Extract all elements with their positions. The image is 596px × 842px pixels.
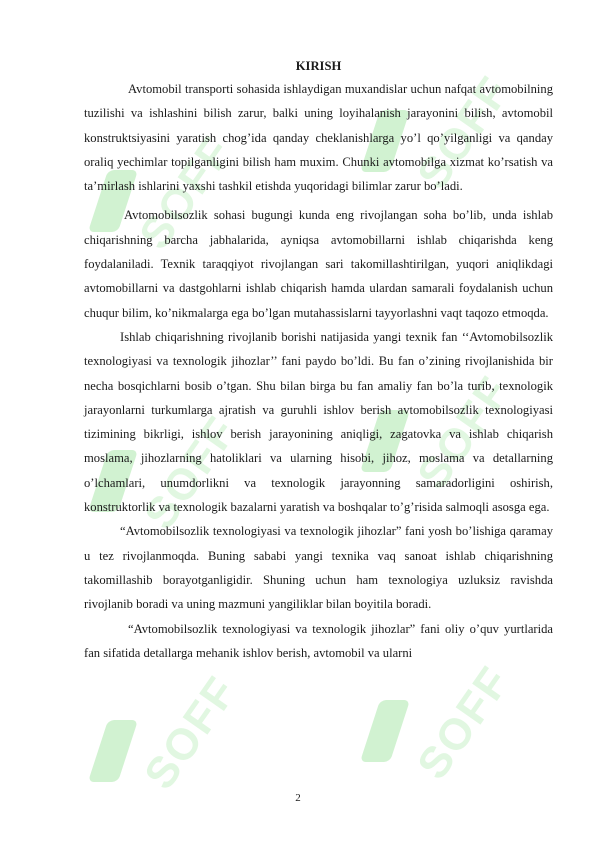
watermark-logo xyxy=(360,700,410,762)
paragraph-2: Avtomobilsozlik sohasi bugungi kunda eng rivojlangan soha bo’lib, unda ishlab chiqarishning barcha jabhalarida, ayniqsa avtomobillarni ishlab chiqarishda keng foydalaniladi. Texnik taraqqiyot rivojlangan sari takomillashtirilgan, yuqori aniqlikdagi avtomobillarni va dastgohlarni ishlab chiqarish hamda ulardan samarali foydalanish uchun chuqur bilim, ko’nikmalarga ega bo’lgan mutahassislarni tayyorlashni vaqt taqozo etmoqda. xyxy=(84,208,553,320)
watermark-text: SOFF xyxy=(408,367,521,499)
document-body xyxy=(84,56,553,665)
section-title: KIRISH xyxy=(295,59,342,73)
watermark-text: SOFF xyxy=(135,407,248,539)
watermark-text: SOFF xyxy=(130,127,243,259)
watermark-text: SOFF xyxy=(135,667,248,799)
paragraph-4: “Avtomobilsozlik texnologiyasi va texnologik jihozlar” fani yosh bo’lishiga qaramay u tez rivojlanmoqda. Buning sababi yangi texnika vaq sanoat ishlab chiqarishning takomillashib borayotganligidir. Shuning uchun ham texnologiya uzluksiz ravishda rivojlanib boradi va uning mazmuni yangiliklar bilan boyitila boradi. xyxy=(84,524,553,612)
watermark-logo xyxy=(88,720,138,782)
watermark-text: SOFF xyxy=(408,67,521,199)
page-number: 2 xyxy=(295,792,301,804)
paragraph-5: “Avtomobilsozlik texnologiyasi va texnologik jihozlar” fani oliy o’quv yurtlarida fan sifatida detallarga mehanik ishlov berish, avtomobil va ularni xyxy=(84,621,553,660)
paragraph-1: Avtomobil transporti sohasida ishlaydigan muxandislar uchun nafqat avtomobilning tuzilishi va ishlashini bilish zarur, balki uning loyihalanish jarayonini bilish, avtomobil konstruktsiyasini yaratish chog’ida qanday cheklanishlarga yo’l qo’yilganligi va qanday oraliq yechimlar topilganligini bilish ham muxim. Chunki avtomobilga xizmat ko’rsatish va ta’mirlash ishlarini yaxshi tashkil etishda yuqoridagi bilimlar zarur bo’ladi. xyxy=(84,82,553,194)
paragraph-3: Ishlab chiqarishning rivojlanib borishi natijasida yangi texnik fan ‘‘Avtomobilsozlik texnologiyasi va texnologik jihozlar’’ fani paydo bo’ldi. Bu fan o’zining rivojlanishida bir necha bosqichlarni bosib o’tgan. Shu bilan birga bu fan amaliy fan bo’la turib, texnologik jarayonlarni turkumlarga ajratish va guruhli ishlov berish avtomobilsozlik texnologiyasi tizimining bikrligi, ishlov berish jarayonining aniqligi, zagatovka va ishlab chiqarish moslama, jihozlarning hatoliklari va ularning hisobi, jihoz, moslama va detallarning o’lchamlari, unumdorlikni va texnologik jarayonning samaradorligini oshirish, konstruktorlik va texnologik bazalarni yaratish va boshqalar to’g’risida salmoqli asosga ega. xyxy=(84,329,553,515)
watermark-text: SOFF xyxy=(408,657,521,789)
